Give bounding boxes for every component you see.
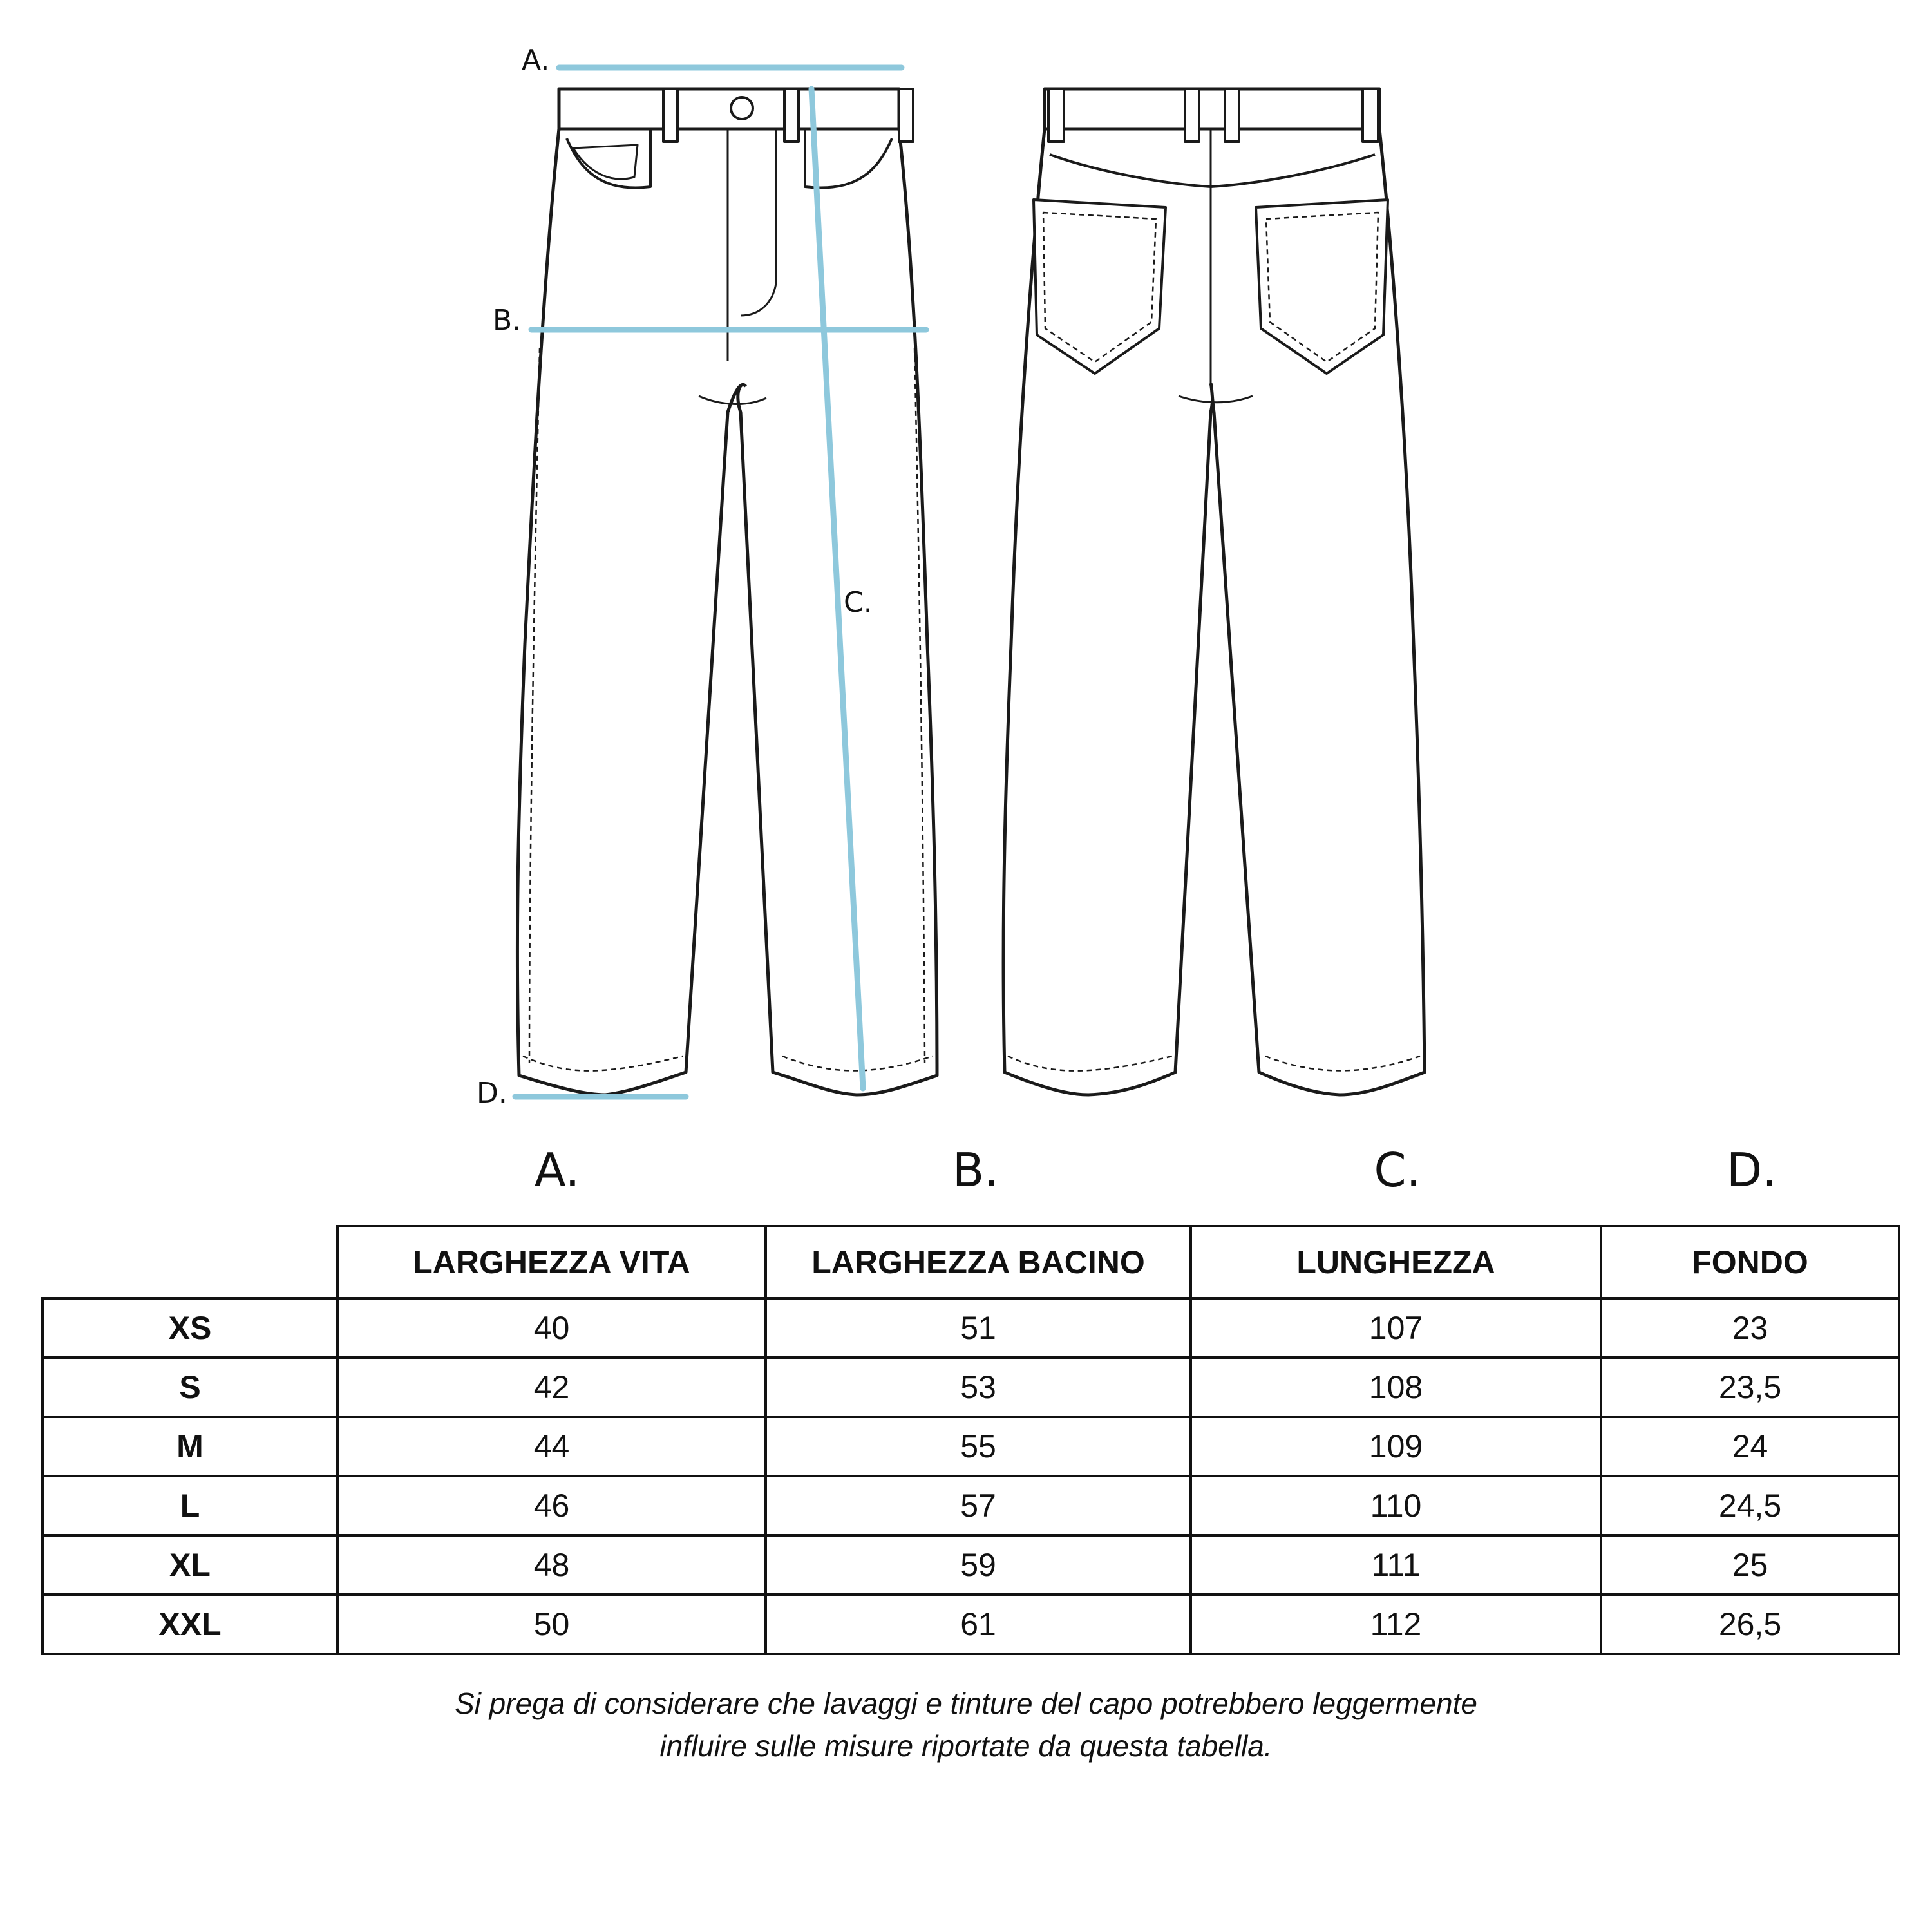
table-cell: 50 — [337, 1595, 766, 1654]
table-cell: 55 — [766, 1417, 1191, 1476]
label-b: B. — [493, 304, 522, 337]
table-row — [43, 1476, 1899, 1535]
header-fondo: FONDO — [1601, 1226, 1899, 1298]
size-label: XS — [43, 1298, 337, 1358]
table-cell: 109 — [1191, 1417, 1601, 1476]
table-cell: 48 — [337, 1535, 766, 1595]
column-letter-c: C. — [1374, 1143, 1421, 1197]
table-row — [43, 1535, 1899, 1595]
size-label: S — [43, 1358, 337, 1417]
column-letter-b: B. — [952, 1143, 999, 1197]
header-lunghezza: LUNGHEZZA — [1191, 1226, 1601, 1298]
table-cell: 112 — [1191, 1595, 1601, 1654]
table-header-row — [43, 1226, 1899, 1298]
pants-front-view — [517, 89, 937, 1095]
table-cell: 51 — [766, 1298, 1191, 1358]
size-label: XXL — [43, 1595, 337, 1654]
column-letter-a: A. — [534, 1143, 580, 1197]
label-d: D. — [477, 1077, 507, 1110]
table-cell: 25 — [1601, 1535, 1899, 1595]
size-label: M — [43, 1417, 337, 1476]
header-larghezza-bacino: LARGHEZZA BACINO — [766, 1226, 1191, 1298]
table-cell: 111 — [1191, 1535, 1601, 1595]
table-cell: 59 — [766, 1535, 1191, 1595]
table-cell: 46 — [337, 1476, 766, 1535]
table-row — [43, 1595, 1899, 1654]
table-cell: 61 — [766, 1595, 1191, 1654]
column-letter-d: D. — [1726, 1143, 1777, 1197]
note-line-1: Si prega di considerare che lavaggi e tinture del capo potrebbero leggermente — [454, 1687, 1477, 1720]
table-row — [43, 1358, 1899, 1417]
table-row — [43, 1298, 1899, 1358]
table-cell: 53 — [766, 1358, 1191, 1417]
table-cell: 23,5 — [1601, 1358, 1899, 1417]
size-label: XL — [43, 1535, 337, 1595]
size-table — [41, 1225, 1900, 1655]
table-cell: 40 — [337, 1298, 766, 1358]
table-cell: 23 — [1601, 1298, 1899, 1358]
table-row — [43, 1417, 1899, 1476]
header-blank-cell — [43, 1226, 337, 1298]
table-cell: 108 — [1191, 1358, 1601, 1417]
size-label: L — [43, 1476, 337, 1535]
table-cell: 57 — [766, 1476, 1191, 1535]
label-c: C. — [844, 586, 873, 619]
table-cell: 24,5 — [1601, 1476, 1899, 1535]
table-cell: 26,5 — [1601, 1595, 1899, 1654]
table-cell: 24 — [1601, 1417, 1899, 1476]
table-cell: 110 — [1191, 1476, 1601, 1535]
disclaimer-note — [0, 1682, 1932, 1767]
header-larghezza-vita: LARGHEZZA VITA — [337, 1226, 766, 1298]
table-cell: 42 — [337, 1358, 766, 1417]
table-cell: 107 — [1191, 1298, 1601, 1358]
note-line-2: influire sulle misure riportate da questa tabella. — [659, 1729, 1273, 1763]
label-a: A. — [522, 44, 550, 77]
pants-back-view — [1003, 89, 1425, 1095]
table-cell: 44 — [337, 1417, 766, 1476]
